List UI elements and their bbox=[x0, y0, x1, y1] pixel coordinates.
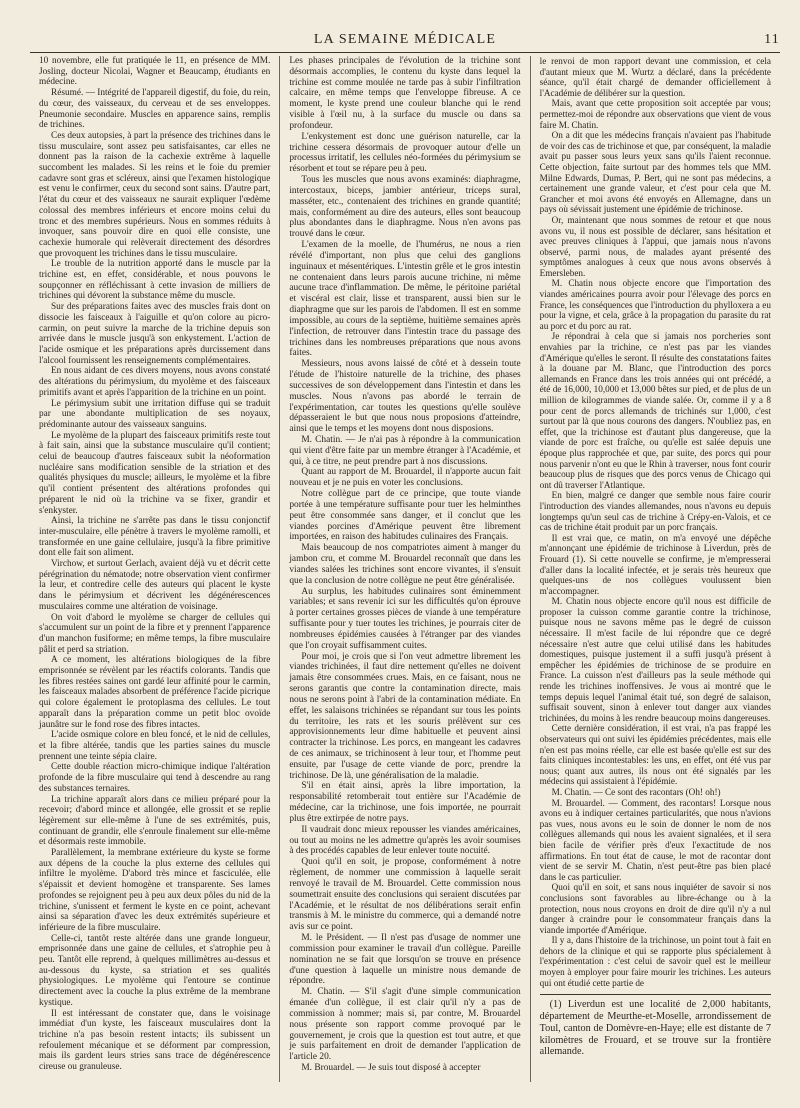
paragraph: Tous les muscles que nous avons examinés: diaphragme, intercostaux, biceps, jambier antérieur, triceps sural, masséter, etc., contenaient des trichines en grande quantité; mais, conformément au dire des auteurs, elles sont beaucoup plus abondantes dans le diaphragme. Nous n'en avons pas trouvé dans le cœur. bbox=[289, 175, 521, 240]
paragraph: S'il en était ainsi, après la libre importation, la responsabilité retomberait tout entière sur l'Académie de médecine, car la trichinose, une fois importée, ne pourrait plus être extirpée de notre pays. bbox=[289, 781, 521, 824]
paragraph: Le périmysium subit une irritation diffuse qui se traduit par une abondante multiplication de ses noyaux, prédominante autour des vaisseaux sanguins. bbox=[39, 398, 271, 430]
paragraph: M. Chatin. — S'il s'agit d'une simple communication émanée d'un collègue, il est clair qu'il n'y a pas de commission à nommer; mais si, par contre, M. Brouardel nous présente son rapport comme provoqué par le gouvernement, je crois que la question est tout autre, et que je suis parfaitement en droit de demander l'application de l'article 20. bbox=[289, 987, 521, 1063]
paragraph: Virchow, et surtout Gerlach, avaient déjà vu et décrit cette pérégrination du nématode; notre observation vient confirmer la leur, et contredire celle des auteurs qui placent le kyste dans le périmysium et décrivent les dégénérescences musculaires comme une altération de voisinage. bbox=[39, 559, 271, 612]
column-1 bbox=[30, 56, 279, 1082]
paragraph: Les phases principales de l'évolution de la trichine sont désormais accomplies, le contenu du kyste dans lequel la trichine est comme moulée ne tarde pas à subir l'infiltration calcaire, en même temps que l'enveloppe fibreuse. A ce moment, le kyste prend une couleur blanche qui le rend visible à l'œil nu, à la surface du muscle ou dans sa profondeur. bbox=[289, 56, 521, 131]
paragraph: Il est intéressant de constater que, dans le voisinage immédiat d'un kyste, les faisceaux musculaires dont la trichine n'a pas besoin restent intacts; ils subissent un refoulement mécanique et se déforment par compression, mais ils gardent leurs stries sans trace de dégénérescence cireuse ou granuleuse. bbox=[39, 1008, 271, 1073]
paragraph: Ces deux autopsies, à part la présence des trichines dans le tissu musculaire, sont assez peu satisfaisantes, car elles ne donnent pas la raison de la cachexie extrême à laquelle succombent les malades. Si les reins et le foie du premier cadavre sont gras et scléreux, ainsi que l'examen histologique est venu le confirmer, ceux du second sont sains. D'autre part, l'état du cœur et des vaisseaux ne saurait expliquer l'œdème colossal des membres inférieurs et encore moins celui du tronc et des membres supérieurs. Nous en sommes réduits à invoquer, sans pouvoir dire en quoi elle consiste, une cachexie humorale qui relèverait directement des désordres que provoquent les trichines dans le tissu musculaire. bbox=[39, 130, 271, 259]
paragraph: Je répondrai à cela que si jamais nos porcheries sont envahies par la trichine, ce n'est pas par les viandes d'Amérique qu'elles le seront. Il résulte des constatations faites à la douane par M. Blanc, que l'introduction des porcs allemands en France dans les trois années qui ont précédé, a été de 16,000, 10,000 et 13,000 bêtes sur pied, et de plus de un million de kilogrammes de viande salée. Or, comme il y a 8 pour cent de porcs allemands de trichinés sur 1,000, c'est surtout par là que nous courons des dangers. N'oubliez pas, en effet, que la trichinose est d'autant plus dangereuse, que la viande de porc est fraîche, ou qu'elle est salée depuis une époque plus rapprochée et que, par suite, des porcs qui pour nous parvenir n'ont eu que le Rhin à traverser, nous font courir beaucoup plus de risques que des porcs venus de Chicago qui ont dû traverser l'Atlantique. bbox=[539, 331, 771, 490]
paragraph: Ainsi, la trichine ne s'arrête pas dans le tissu conjonctif inter-musculaire, elle pénètre à travers le myolème ramolli, et transformée en une gaine cellulaire, jusqu'à la fibre primitive dont elle fait son aliment. bbox=[39, 516, 271, 559]
paragraph: Résumé. — Intégrité de l'appareil digestif, du foie, du rein, du cœur, des vaisseaux, du cerveau et de ses enveloppes. Pneumonie secondaire. Muscles en apparence sains, remplis de trichines. bbox=[39, 88, 271, 131]
paragraph: M. Chatin. — Je n'ai pas à répondre à la communication qui vient d'être faite par un membre étranger à l'Académie, et qui, à ce titre, ne peut prendre part à nos discussions. bbox=[289, 434, 521, 467]
paragraph: L'enkystement est donc une guérison naturelle, car la trichine cessera désormais de provoquer autour d'elle un processus irritatif, les cellules néo-formées du périmysium se résorbent et tout se répare peu à peu. bbox=[289, 131, 521, 175]
paragraph: Notre collègue part de ce principe, que toute viande portée à une température suffisante pour tuer les helminthes peut être consommée sans danger, et il conclut que les viandes porcines d'Amérique peuvent être librement importées, en raison des habitudes culinaires des Français. bbox=[289, 489, 521, 543]
paragraph: M. Chatin nous objecte encore que l'importation des viandes américaines pourra avoir pour l'élevage des porcs en France, les conséquences que l'introduction du phylloxera a eu pour la vigne, et cela, grâce à la propagation du parasite du rat au porc et du porc au rat. bbox=[539, 278, 771, 331]
paragraph: le renvoi de mon rapport devant une commission, et cela d'autant mieux que M. Wurtz a déclaré, dans la précédente séance, qu'il était chargé de demander officiellement à l'Académie de délibérer sur la question. bbox=[539, 56, 771, 98]
paragraph: Cette dernière considération, il est vrai, n'a pas frappé les observateurs qui ont suivi les épidémies précédentes, mais elle n'en est pas moins réelle, car elle est basée qu'elle est sur des faits cliniques incontestables: les uns, en effet, ont été vus par nous; quant aux autres, ils nous ont été signalés par les médecins qui assistaient à l'épidémie. bbox=[539, 723, 771, 787]
column-2 bbox=[279, 56, 529, 1082]
paragraph: Il est vrai que, ce matin, on m'a envoyé une dépêche m'annonçant une épidémie de trichinose à Liverdun, près de Frouard (1). Si cette nouvelle se confirme, je m'empresserai d'aller dans la localité infectée, et je serais très heureux que quelques-uns de nos collègues voulussent bien m'accompagner. bbox=[539, 532, 771, 596]
paragraph: Messieurs, nous avons laissé de côté et à dessein toute l'étude de l'histoire naturelle de la trichine, des phases successives de son développement dans l'intestin et dans les muscles. Nous n'avons pas abordé le terrain de l'expérimentation, car toutes les questions qu'elle soulève dépasseraient le but que nous nous proposions d'atteindre, ainsi que le temps et les moyens dont nous disposions. bbox=[289, 359, 521, 435]
article-columns bbox=[30, 56, 780, 1082]
paragraph: On a dit que les médecins français n'avaient pas l'habitude de voir des cas de trichinose et que, par conséquent, la maladie avait pu passer sous leurs yeux sans qu'ils l'aient reconnue. Cette objection, faite surtout par des hommes tels que MM. Milne Edwards, Dumas, P. Bert, qui ne sont pas médecins, a certainement une grande valeur, et c'est pour cela que M. Grancher et moi avons été envoyés en Allemagne, dans un pays où sévissait justement une épidémie de trichinose. bbox=[539, 130, 771, 215]
paragraph: Celle-ci, tantôt reste altérée dans une grande longueur, emprisonnée dans une gaine de cellules, et s'atrophie peu à peu. Tantôt elle reprend, à quelques millimètres au-dessus et au-dessous du kyste, sa striation et ses qualités physiologiques. Le myolème qui l'entoure se continue directement avec la couche la plus extrême de la membrane kystique. bbox=[39, 933, 271, 1008]
paragraph: Au surplus, les habitudes culinaires sont éminemment variables; et sans revenir ici sur les difficultés qu'on éprouve à porter certaines grosses pièces de viande à une température suffisante pour y tuer toutes les trichines, je pourrais citer de nombreuses épidémies causées à l'étranger par des viandes que l'on croyait suffisamment cuites. bbox=[289, 586, 521, 651]
paragraph: Pour moi, je crois que si l'on veut admettre librement les viandes trichinées, il faut dire nettement qu'elles ne doivent jamais être consommées crues. Mais, en ce faisant, nous ne serons garantis que contre la contamination directe, mais nous ne serons point à l'abri de la contamination médiate. En effet, les salaisons trichinées se répandant sur tous les points du territoire, les rats et les souris prélèvent sur ces approvisionnements leur dîme habituelle et peuvent ainsi contracter la trichinose. Les porcs, en mangeant les cadavres de ces animaux, se trichinosent à leur tour, et l'homme peut ensuite, par l'usage de cette viande de porc, prendre la trichinose. De là, une généralisation de la maladie. bbox=[289, 651, 521, 781]
paragraph: La trichine apparaît alors dans ce milieu préparé pour la recevoir; d'abord mince et allongée, elle grossit et se replie légèrement sur elle-même à l'une de ses extrémités, puis, continuant de grandir, elle s'enroule finalement sur elle-même et désormais reste immobile. bbox=[39, 794, 271, 848]
paragraph: Cette double réaction micro-chimique indique l'altération profonde de la fibre musculaire qui tend à descendre au rang des substances ternaires. bbox=[39, 762, 271, 794]
paragraph: En nous aidant de ces divers moyens, nous avons constaté des altérations du périmysium, du myolème et des faisceaux primitifs avant et après l'apparition de la trichine en un point. bbox=[39, 366, 271, 398]
journal-title: LA SEMAINE MÉDICALE bbox=[313, 32, 497, 47]
paragraph: Quoi qu'il en soit, et sans nous inquiéter de savoir si nos conclusions sont favorables au libre-échange ou à la protection, nous nous croyons en droit de dire qu'il n'y a nul danger à craindre pour le consommateur français dans la viande importée d'Amérique. bbox=[539, 882, 771, 935]
footnote bbox=[540, 994, 771, 1058]
paragraph: L'examen de la moelle, de l'humérus, ne nous a rien révélé d'important, non plus que celui des ganglions inguinaux et mésentériques. L'intestin grêle et le gros intestin ne contenaient dans leurs parois aucune trichine, ni même aucune trace d'inflammation. De même, le péritoine pariétal et viscéral est clair, lisse et transparent, aussi bien sur le diaphragme que sur les parois de l'abdomen. Il est en somme impossible, au cours de la septième, huitième semaines après l'infection, de retrouver dans l'intestin trace du passage des trichines dans les nombreuses préparations que nous avons faites. bbox=[289, 240, 521, 359]
paragraph: Mais, avant que cette proposition soit acceptée par vous; permettez-moi de répondre aux observations que vient de vous faire M. Chatin. bbox=[539, 98, 771, 130]
paragraph: Quoi qu'il en soit, je propose, conformément à notre règlement, de nommer une commission à laquelle serait renvoyé le travail de M. Brouardel. Cette commission nous soumettrait ensuite des conclusions qui seraient discutées par l'Académie, et le résultat de nos délibérations serait enfin transmis à M. le ministre du commerce, qui a demandé notre avis sur ce point. bbox=[289, 857, 521, 933]
running-header bbox=[30, 30, 780, 53]
paragraph: Quant au rapport de M. Brouardel, il n'apporte aucun fait nouveau et je ne puis en voter les conclusions. bbox=[289, 467, 521, 489]
paragraph: L'acide osmique colore en bleu foncé, et le nid de cellules, et la fibre altérée, tandis que les parties saines du muscle prennent une teinte sépia claire. bbox=[39, 730, 271, 762]
footnote-text: (1) Liverdun est une localité de 2,000 habitants, département de Meurthe-et-Moselle, arrondissement de Toul, canton de Domèvre-en-Haye; elle est distante de 7 kilomètres de Frouard, et se trouve sur la frontière allemande. bbox=[539, 999, 771, 1058]
paragraph: M. Brouardel. — Je suis tout disposé à accepter bbox=[301, 1063, 481, 1074]
paragraph: En bien, malgré ce danger que semble nous faire courir l'introduction des viandes allemandes, nous n'avons eu depuis longtemps qu'un seul cas de trichine à Crépy-en-Valois, et ce cas de trichine était produit par un porc français. bbox=[539, 490, 771, 533]
paragraph: Le myolème de la plupart des faisceaux primitifs reste tout à fait sain, ainsi que la substance musculaire qu'il contient; celui de beaucoup d'autres faisceaux subit la néoformation nucléaire sans modification sensible de la striation et des qualités physiques du muscle; ailleurs, le myolème et la fibre qu'il contient présentent des altérations profondes qui préparent le nid où la trichine va se fixer, grandir et s'enkyster. bbox=[39, 430, 271, 516]
paragraph: M. Brouardel. — Comment, des racontars! Lorsque nous avons eu à indiquer certaines particularités, que nous n'avions pas vues, nous avons eu le soin de donner le nom de nos collègues allemands qui nous les avaient signalées, et il sera bien facile de vérifier près d'eux l'exactitude de nos affirmations. En tout état de cause, le mot de racontar dont vient de se servir M. Chatin, n'est peut-être pas bien placé dans le cas particulier. bbox=[539, 797, 771, 882]
paragraph: Parallèlement, la membrane extérieure du kyste se forme aux dépens de la couche la plus externe des cellules qui infiltre le myolème. D'abord très mince et fasciculée, elle s'épaissit et devient homogène et transparente. Ses lames profondes se rejoignent peu à peu aux deux pôles du nid de la trichine, s'unissent et ferment le kyste en ce point, achevant ainsi sa séparation d'avec les deux extrémités supérieure et inférieure de la fibre musculaire. bbox=[39, 848, 271, 933]
paragraph: M. Chatin. — Ce sont des racontars (Oh! oh!) bbox=[551, 786, 721, 797]
paragraph: Sur des préparations faites avec des muscles frais dont on dissocie les faisceaux à l'aiguille et qu'on colore au picro-carmin, on peut suivre la marche de la trichine depuis son arrivée dans le muscle jusqu'à son enkystement. L'action de l'acide osmique et les préparations après durcissement dans l'alcool fournissent les renseignements complémentaires. bbox=[39, 302, 271, 366]
paragraph: Or, maintenant que nous sommes de retour et que nous avons vu, il nous est possible de déclarer, sans hésitation et avec preuves cliniques à l'appui, que jamais nous n'avons observé, parmi nous, de malades ayant présenté des symptômes analogues à ceux que nous avons observés à Emersleben. bbox=[539, 214, 771, 278]
paragraph: Mais beaucoup de nos compatriotes aiment à manger du jambon cru, et comme M. Brouardel reconnaît que dans les viandes salées les trichines sont encore vivantes, il s'ensuit que la conclusion de notre collègue ne peut être généralisée. bbox=[289, 543, 521, 586]
paragraph: 10 novembre, elle fut pratiquée le 11, en présence de MM. Josling, docteur Nicolai, Wagner et Beaucamp, étudiants en médecine. bbox=[39, 56, 271, 88]
page-number: 11 bbox=[764, 32, 780, 47]
paragraph: M. Chatin nous objecte encore qu'il nous est difficile de proposer la cuisson comme garantie contre la trichinose, puisque nous ne savons même pas le degré de cuisson nécessaire. Il m'est facile de lui répondre que ce degré nécessaire n'est autre que celui utilisé dans les habitudes domestiques, puisque justement il a suffi jusqu'à présent à empêcher les épidémies de trichinose de se produire en France. La cuisson n'est d'ailleurs pas la seule méthode qui rende les trichines inoffensives. Je vous ai montré que le temps depuis lequel l'animal était tué, son degré de salaison, suffisait souvent, sinon à enlever tout danger aux viandes trichinées, du moins à les rendre beaucoup moins dangereuses. bbox=[539, 596, 771, 723]
paragraph: Le trouble de la nutrition apporté dans le muscle par la trichine est, en effet, considérable, et nous pouvons le soupçonner en réfléchissant à cette invasion de milliers de trichines qui dévorent la substance même du muscle. bbox=[39, 259, 271, 302]
paragraph: On voit d'abord le myolème se charger de cellules qui s'accumulent sur un point de la fibre et y prennent l'apparence d'un manchon fusiforme; en même temps, la fibre musculaire pâlit et perd sa striation. bbox=[39, 612, 271, 655]
paragraph: Il vaudrait donc mieux repousser les viandes américaines, ou tout au moins ne les admettre qu'après les avoir soumises à des procédés capables de leur enlever toute nocuité. bbox=[289, 824, 521, 857]
paragraph: M. le Président. — Il n'est pas d'usage de nommer une commission pour examiner le travail d'un collègue. Pareille nomination ne se fait que lorsqu'on se trouve en présence d'une question à laquelle un ministre nous demande de répondre. bbox=[289, 933, 521, 987]
paragraph: Il y a, dans l'histoire de la trichinose, un point tout à fait en dehors de la clinique et qui se rapporte plus spécialement à l'expérimentation : c'est celui de savoir quel est le meilleur moyen à employer pour faire mourir les trichines. Les auteurs qui ont étudié cette partie de bbox=[539, 935, 771, 988]
paragraph: A ce moment, les altérations biologiques de la fibre emprisonnée se révèlent par les réactifs colorants. Tandis que les fibres restées saines ont gardé leur affinité pour le carmin, les faisceaux malades absorbent de préférence l'acide picrique qui colore également le protoplasma des cellules. Le tout apparaît dans la préparation comme un petit bloc ovoïde jaunâtre sur le fond rose des fibres intactes. bbox=[39, 655, 271, 730]
column-3 bbox=[530, 56, 780, 1082]
